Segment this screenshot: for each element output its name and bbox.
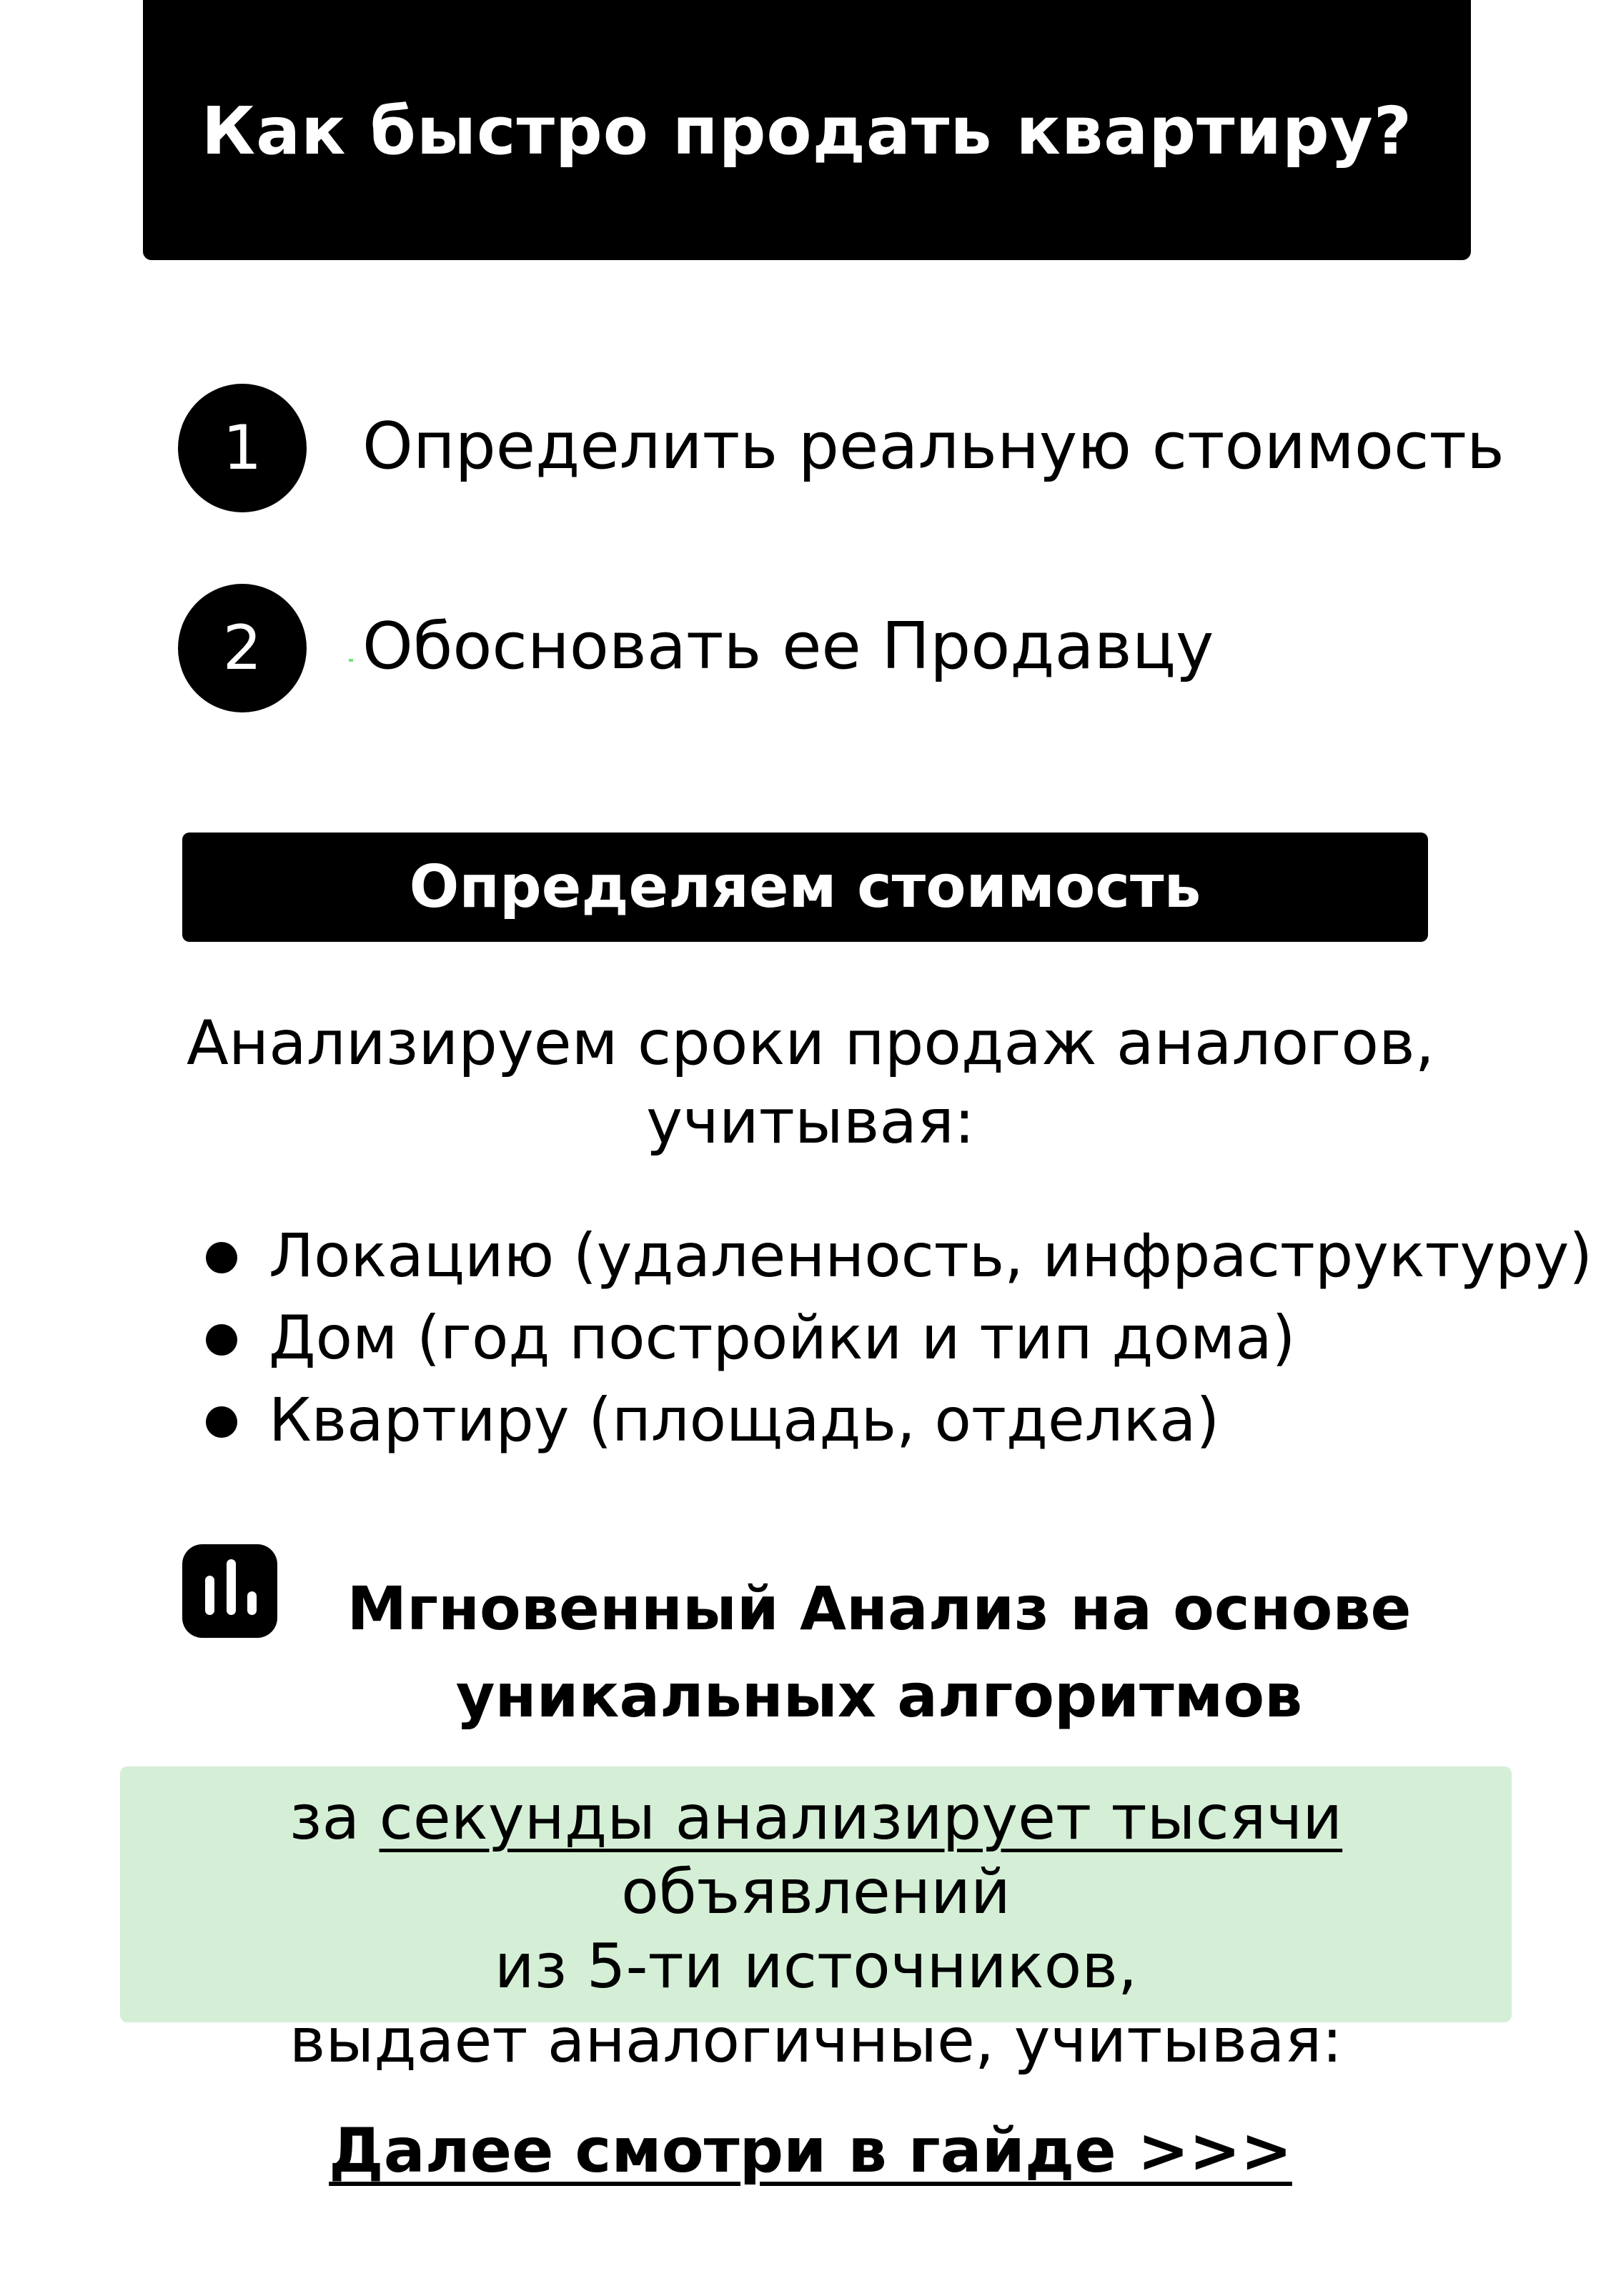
underlined-text: секунды анализирует тысячи xyxy=(379,1782,1343,1854)
highlight-line: из 5-ти источников, xyxy=(494,1931,1138,2002)
section-title: Определяем стоимость xyxy=(409,853,1201,921)
criteria-list xyxy=(200,1215,1592,1461)
intro-text xyxy=(0,1004,1621,1161)
feature-heading xyxy=(300,1565,1458,1739)
feature-line: уникальных алгоритмов xyxy=(455,1661,1303,1731)
decorative-dot xyxy=(349,659,353,662)
intro-line: учитывая: xyxy=(646,1086,975,1158)
more-in-guide-link[interactable]: Далее смотри в гайде >>> xyxy=(329,2115,1292,2187)
highlight-line: выдает аналогичные, учитывая: xyxy=(289,2005,1343,2077)
feature-line: Мгновенный Анализ на основе xyxy=(347,1574,1412,1644)
text: за xyxy=(289,1782,380,1854)
highlight-box xyxy=(120,1766,1512,2077)
header-banner xyxy=(143,0,1471,260)
intro-line: Анализируем сроки продаж аналогов, xyxy=(187,1008,1434,1079)
text: объявлений xyxy=(621,1857,1011,1928)
section-title-bar xyxy=(182,833,1428,942)
step-number-badge: 2 xyxy=(178,584,307,712)
list-item: Дом (год постройки и тип дома) xyxy=(200,1297,1592,1379)
step-label: Обосновать ее Продавцу xyxy=(362,609,1214,684)
list-item: Квартиру (площадь, отделка) xyxy=(200,1379,1592,1461)
step-number-badge: 1 xyxy=(178,384,307,512)
page-title: Как быстро продать квартиру? xyxy=(201,93,1413,169)
step-label: Определить реальную стоимость xyxy=(362,409,1504,484)
highlight-line xyxy=(120,1781,1512,1929)
list-item: Локацию (удаленность, инфраструктуру) xyxy=(200,1215,1592,1297)
bar-chart-icon xyxy=(182,1544,277,1638)
